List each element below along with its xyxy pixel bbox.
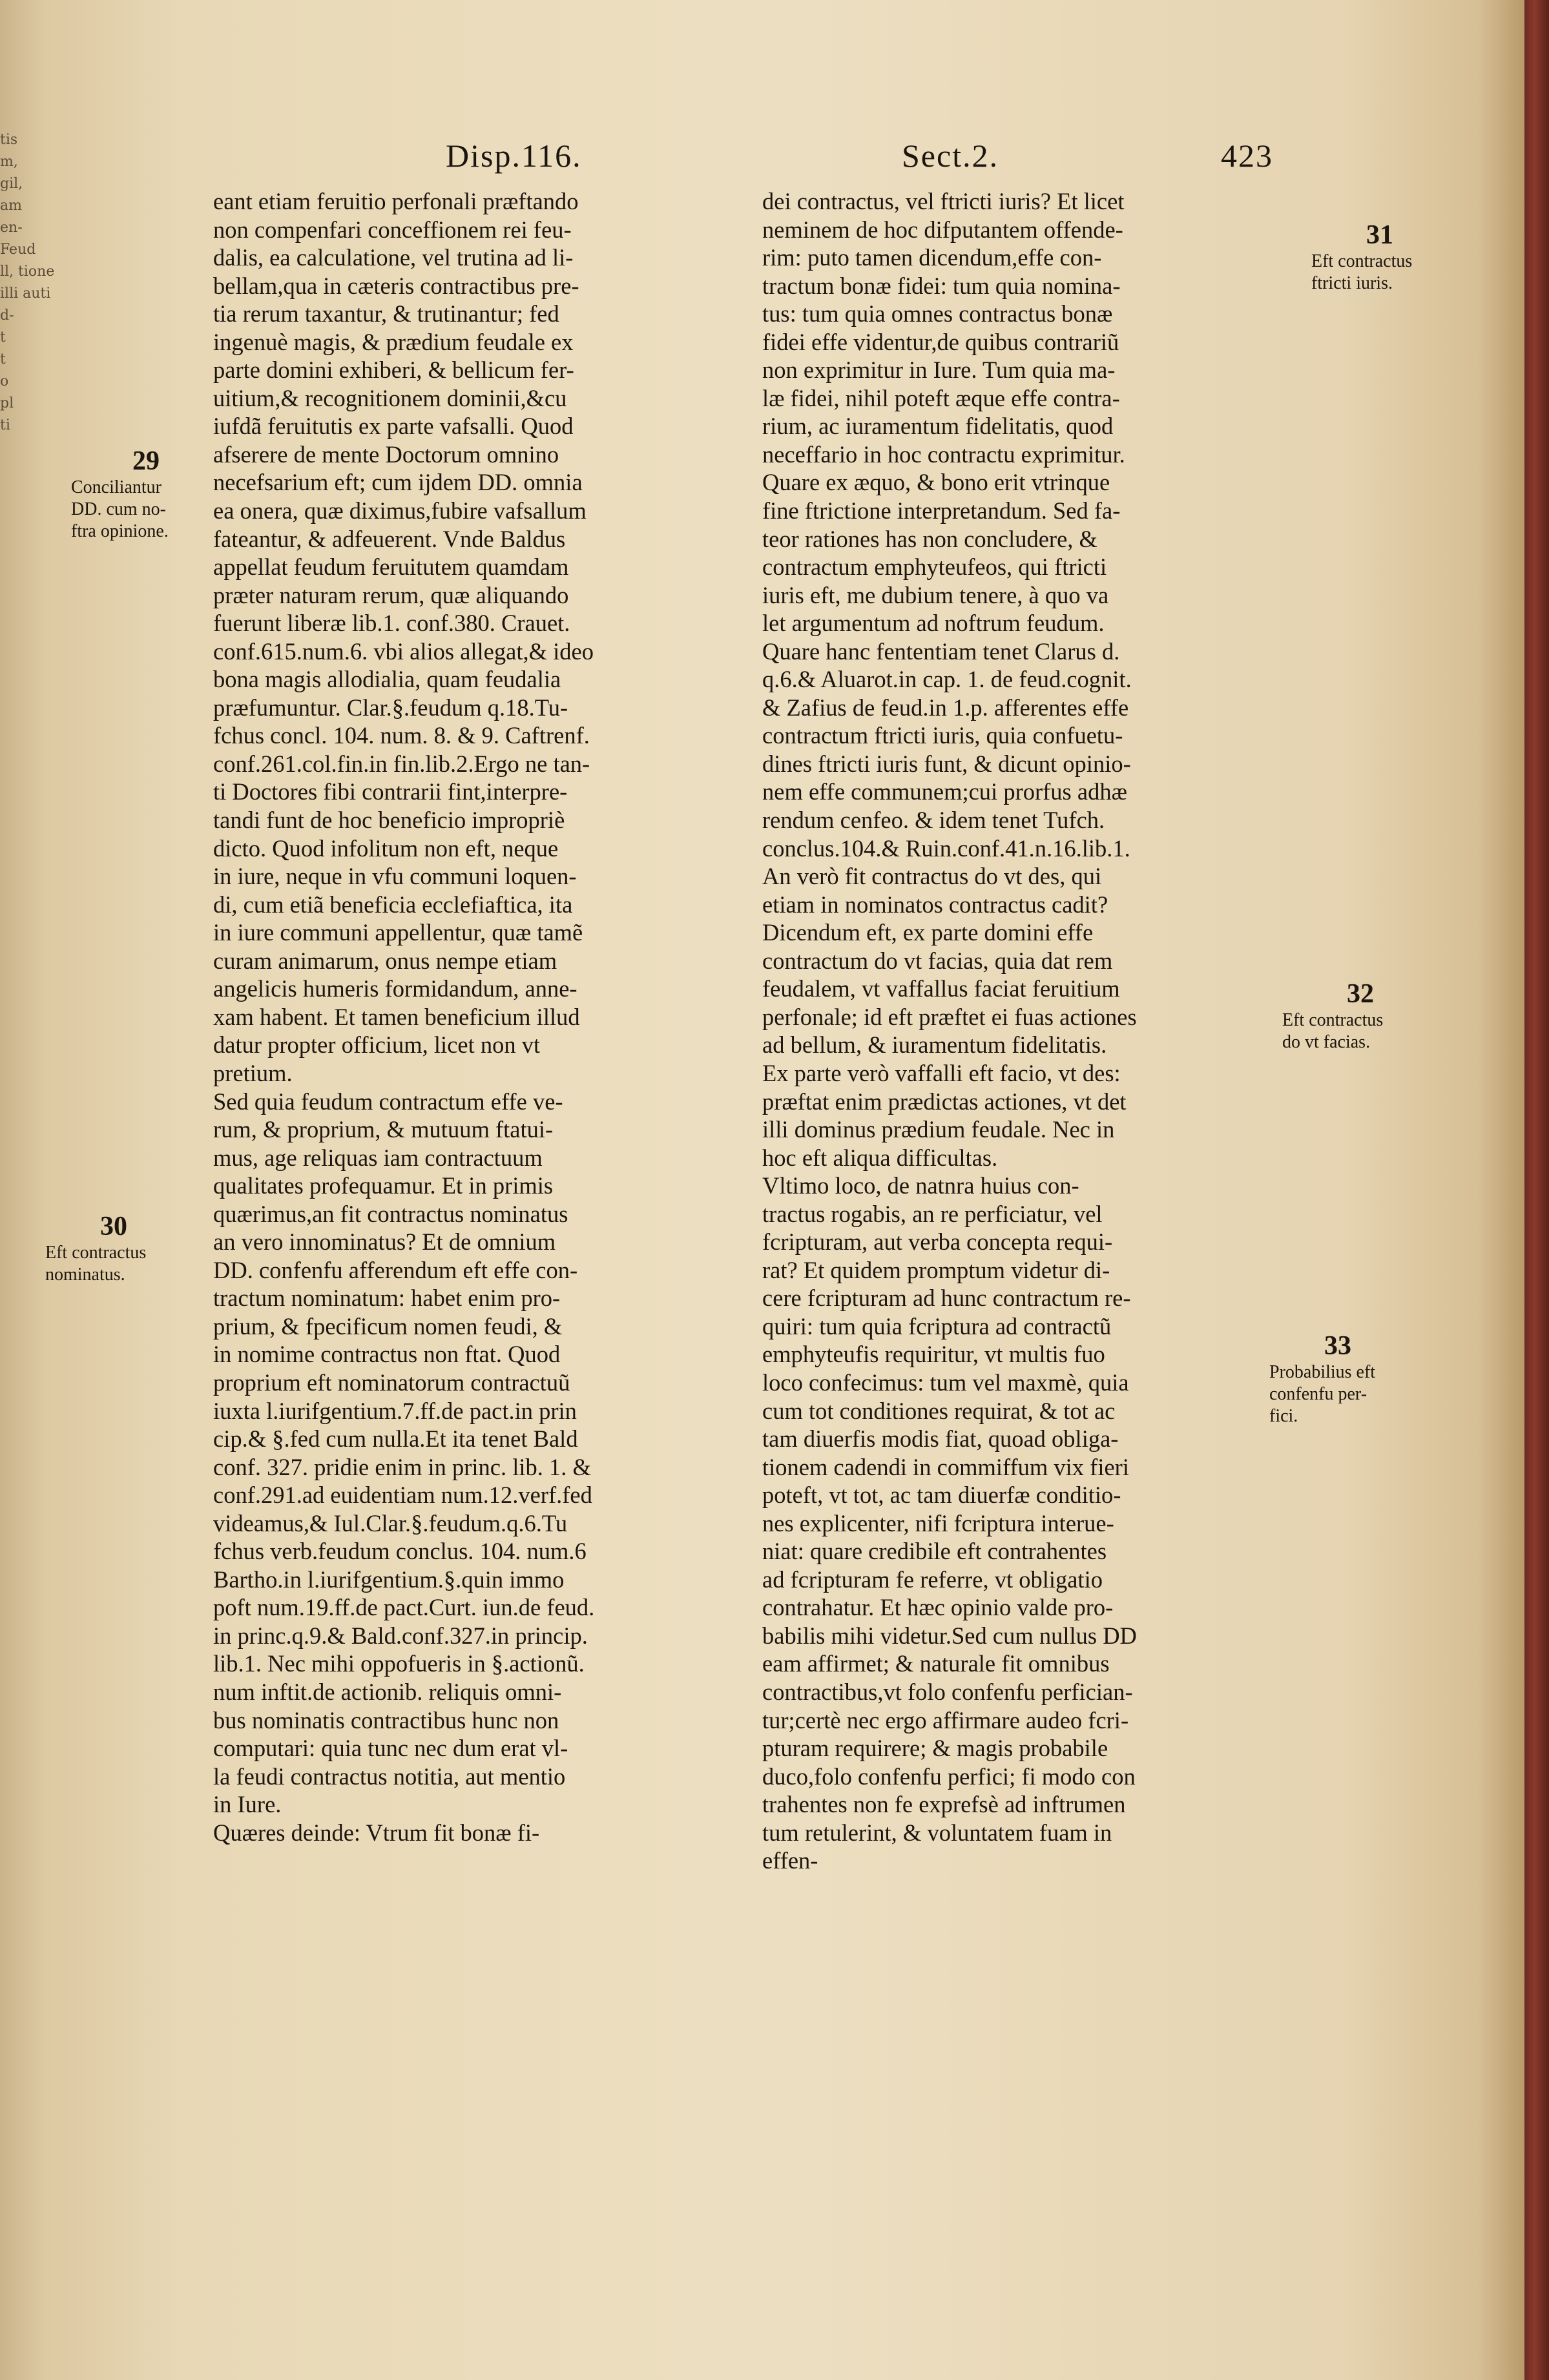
text-line: pturam requirere; & magis probabile (762, 1735, 1108, 1762)
text-line: etiam in nominatos contractus cadit? (762, 891, 1108, 918)
text-line: babilis mihi videtur.Sed cum nullus DD (762, 1622, 1137, 1649)
text-line: rium, ac iuramentum fidelitatis, quod (762, 413, 1114, 440)
bleed-fragment: o (0, 373, 9, 389)
text-line: Dicendum eft, ex parte domini effe (762, 919, 1094, 946)
text-line: illi dominus prædium feudale. Nec in (762, 1116, 1115, 1143)
text-line: fcripturam, aut verba concepta requi- (762, 1228, 1113, 1256)
text-line: tionem cadendi in commiffum vix fieri (762, 1453, 1129, 1480)
text-line: nes explicenter, nifi fcriptura interue- (762, 1509, 1114, 1537)
text-line: computari: quia tunc nec dum erat vl- (213, 1735, 568, 1762)
bleed-fragment: m, (0, 154, 18, 170)
text-line: ingenuè magis, & prædium feudale ex (213, 328, 574, 355)
text-line: & Zafius de feud.in 1.p. afferentes effe (762, 694, 1129, 721)
text-line: bona magis allodialia, quam feudalia (213, 666, 561, 693)
text-line: trahentes non fe exprefsè ad inftrumen (762, 1791, 1126, 1818)
text-line: DD. confenfu afferendum eft effe con- (213, 1256, 578, 1283)
margin-note-number: 29 (132, 446, 160, 476)
text-line: let argumentum ad noftrum feudum. (762, 610, 1105, 637)
text-line: in princ.q.9.& Bald.conf.327.in princip. (213, 1622, 588, 1649)
text-line: duco,folo confenfu perfici; fi modo con (762, 1763, 1136, 1790)
text-line: datur propter officium, licet non vt (213, 1031, 541, 1059)
text-line: tandi funt de hoc beneficio impropriè (213, 807, 565, 834)
text-line: appellat feudum feruitutem quamdam (213, 554, 569, 581)
margin-note-number: 33 (1324, 1331, 1351, 1361)
text-line: curam animarum, onus nempe etiam (213, 947, 557, 974)
text-line: nem effe communem;cui prorfus adhæ (762, 778, 1127, 805)
text-line: in Iure. (213, 1791, 282, 1818)
margin-note-33 (1269, 1330, 1463, 1427)
margin-note-text: Eft contractus nominatus. (45, 1243, 147, 1285)
text-line: uitium,& recognitionem dominii,&cu (213, 384, 567, 411)
text-line: non exprimitur in Iure. Tum quia ma- (762, 357, 1116, 384)
margin-note-number: 32 (1347, 979, 1374, 1009)
text-line: num inftit.de actionib. reliquis omni- (213, 1678, 562, 1705)
text-line: iuris eft, me dubium tenere, à quo va (762, 581, 1109, 608)
text-line: bus nominatis contractibus hunc non (213, 1706, 559, 1733)
book-edge (1524, 0, 1549, 2380)
text-line: tus: tum quia omnes contractus bonæ (762, 300, 1113, 327)
bleed-fragment: illi auti (0, 285, 51, 302)
text-line: videamus,& Iul.Clar.§.feudum.q.6.Tu (213, 1509, 568, 1537)
text-line: conf. 327. pridie enim in princ. lib. 1. & (213, 1453, 591, 1480)
text-line: xam habent. Et tamen beneficium illud (213, 1003, 580, 1030)
bleed-fragment: t (0, 329, 6, 346)
text-line: in nomime contractus non ftat. Quod (213, 1341, 561, 1368)
text-line: cip.& §.fed cum nulla.Et ita tenet Bald (213, 1425, 578, 1453)
text-line: lib.1. Nec mihi oppofueris in §.actionũ. (213, 1650, 585, 1677)
text-line: afserere de mente Doctorum omnino (213, 440, 559, 468)
page-number: 423 (1221, 138, 1273, 174)
text-line: tractus rogabis, an re perficiatur, vel (762, 1200, 1103, 1227)
text-line: emphyteufis requiritur, vt multis fuo (762, 1341, 1105, 1368)
margin-note-text: Eft contractus ftricti iuris. (1311, 251, 1413, 293)
text-line: conf.291.ad euidentiam num.12.verf.fed (213, 1482, 592, 1509)
text-line: conclus.104.& Ruin.conf.41.n.16.lib.1. (762, 834, 1130, 862)
text-line: in iure, neque in vfu communi loquen- (213, 863, 577, 890)
text-line: contractibus,vt folo confenfu perfician- (762, 1678, 1133, 1705)
text-line: teor rationes has non concludere, & (762, 525, 1097, 552)
text-line: læ fidei, nihil poteft æque effe contra- (762, 384, 1120, 411)
text-line: eam affirmet; & naturale fit omnibus (762, 1650, 1110, 1677)
text-line: la feudi contractus notitia, aut mentio (213, 1763, 566, 1790)
text-line: prium, & fpecificum nomen feudi, & (213, 1312, 563, 1340)
text-line: poft num.19.ff.de pact.Curt. iun.de feud. (213, 1594, 595, 1621)
bleed-fragment: en- (0, 220, 23, 236)
text-line: pretium. (213, 1059, 293, 1086)
running-head-section: Sect.2. (902, 138, 999, 174)
text-line: tum retulerint, & voluntatem fuam in (762, 1819, 1112, 1846)
text-line: fidei effe videntur,de quibus contrariũ (762, 328, 1119, 355)
bleed-fragment: ti (0, 417, 10, 433)
margin-note-number: 30 (100, 1212, 127, 1241)
text-line: contractum ftricti iuris, quia confuetu- (762, 722, 1123, 749)
text-line: q.6.& Aluarot.in cap. 1. de feud.cognit. (762, 666, 1132, 693)
text-line: præftat enim prædictas actiones, vt det (762, 1088, 1127, 1115)
text-line: rum, & proprium, & mutuum ftatui- (213, 1116, 554, 1143)
text-line: loco confecimus: tum vel maxmè, quia (762, 1369, 1129, 1396)
text-line: quærimus,an fit contractus nominatus (213, 1200, 568, 1227)
text-line: cum tot conditiones requirat, & tot ac (762, 1397, 1116, 1424)
text-line: Ex parte verò vaffalli eft facio, vt des: (762, 1059, 1121, 1086)
text-line: cere fcripturam ad hunc contractum re- (762, 1285, 1131, 1312)
text-line: qualitates profequamur. Et in primis (213, 1172, 554, 1199)
text-line: conf.261.col.fin.in fin.lib.2.Ergo ne tan- (213, 750, 590, 777)
text-line: Bartho.in l.iurifgentium.§.quin immo (213, 1566, 565, 1593)
text-line: rim: puto tamen dicendum,effe con- (762, 244, 1102, 271)
text-line: necefsarium eft; cum ijdem DD. omnia (213, 469, 583, 496)
text-line: Quæres deinde: Vtrum fit bonæ fi- (213, 1819, 540, 1846)
text-line: contrahatur. Et hæc opinio valde pro- (762, 1594, 1114, 1621)
bleed-fragment: d- (0, 307, 14, 324)
bleed-fragment: am (0, 198, 22, 214)
text-line: contractum do vt facias, quia dat rem (762, 947, 1113, 974)
bleed-fragment: tis (0, 132, 18, 148)
text-line: hoc eft aliqua difficultas. (762, 1144, 998, 1171)
bleed-fragment: t (0, 351, 6, 367)
text-line: eant etiam feruitio perfonali præftando (213, 188, 579, 214)
text-line: tur;certè nec ergo affirmare audeo fcri- (762, 1706, 1129, 1733)
text-line: rat? Et quidem promptum videtur di- (762, 1256, 1110, 1283)
bleed-fragment: pl (0, 395, 14, 411)
margin-note-29 (71, 446, 226, 543)
text-line: in iure communi appellentur, quæ tamẽ (213, 919, 583, 946)
text-line: non compenfari conceffionem rei feu- (213, 216, 572, 243)
text-line: neminem de hoc difputantem offende- (762, 216, 1123, 243)
margin-note-text: Conciliantur DD. cum no- ftra opinione. (71, 477, 169, 541)
text-line: tia rerum taxantur, & trutinantur; fed (213, 300, 559, 327)
text-line: iuxta l.iurifgentium.7.ff.de pact.in prin (213, 1397, 577, 1424)
text-line: iufdã feruitutis ex parte vafsalli. Quod (213, 413, 574, 440)
text-line: ad fcripturam fe referre, vt obligatio (762, 1566, 1103, 1593)
running-head-disputation: Disp.116. (446, 138, 582, 174)
text-line: bellam,qua in cæteris contractibus pre- (213, 272, 579, 299)
margin-note-32 (1282, 978, 1476, 1053)
text-line: parte domini exhiberi, & bellicum fer- (213, 357, 574, 384)
text-line: angelicis humeris formidandum, anne- (213, 975, 577, 1002)
text-line: conf.615.num.6. vbi alios allegat,& ideo (213, 637, 594, 665)
text-line: præter naturam rerum, quæ aliquando (213, 581, 569, 608)
text-line: feudalem, vt vaffallus faciat feruitium (762, 975, 1120, 1002)
text-line: fchus verb.feudum conclus. 104. num.6 (213, 1538, 587, 1565)
text-line: ea onera, quæ diximus,fubire vafsallum (213, 497, 587, 524)
text-line: fateantur, & adfeuerent. Vnde Baldus (213, 525, 566, 552)
text-line: quiri: tum quia fcriptura ad contractũ (762, 1312, 1112, 1340)
text-line: ad bellum, & iuramentum fidelitatis. (762, 1031, 1107, 1059)
text-line: tractum bonæ fidei: tum quia nomina- (762, 272, 1121, 299)
text-line: effen- (762, 1847, 818, 1874)
text-line: rendum cenfeo. & idem tenet Tufch. (762, 807, 1105, 834)
text-line: fchus concl. 104. num. 8. & 9. Caftrenf. (213, 722, 590, 749)
text-line: Quare hanc fententiam tenet Clarus d. (762, 637, 1120, 665)
text-line: Vltimo loco, de natnra huius con- (762, 1172, 1079, 1199)
margin-note-text: Eft contractus do vt facias. (1282, 1010, 1384, 1052)
text-line: fuerunt liberæ lib.1. conf.380. Crauet. (213, 610, 570, 637)
text-line: mus, age reliquas iam contractuum (213, 1144, 543, 1171)
text-line: Quare ex æquo, & bono erit vtrinque (762, 469, 1110, 496)
text-line: proprium eft nominatorum contractuũ (213, 1369, 570, 1396)
text-line: neceffario in hoc contractu exprimitur. (762, 440, 1125, 468)
text-line: An verò fit contractus do vt des, qui (762, 863, 1102, 890)
text-line: poteft, vt tot, ac tam diuerfæ conditio- (762, 1482, 1121, 1509)
previous-page-bleed (0, 129, 55, 1033)
bleed-fragment: gil, (0, 176, 23, 192)
text-line: di, cum etiã beneficia ecclefiaftica, ita (213, 891, 573, 918)
right-text-column (762, 187, 1298, 1875)
margin-note-30 (45, 1211, 213, 1286)
margin-note-number: 31 (1366, 220, 1393, 250)
text-line: fine ftrictione interpretandum. Sed fa- (762, 497, 1121, 524)
margin-note-text: Probabilius eft confenfu per- fici. (1269, 1362, 1376, 1426)
bleed-fragment: Feud (0, 242, 36, 258)
text-line: dei contractus, vel ftricti iuris? Et licet (762, 188, 1125, 214)
margin-note-31 (1311, 220, 1505, 295)
bleed-fragment: ll, tione (0, 264, 55, 280)
text-line: præfumuntur. Clar.§.feudum q.18.Tu- (213, 694, 568, 721)
text-line: dines ftricti iuris funt, & dicunt opinio- (762, 750, 1131, 777)
text-line: dicto. Quod infolitum non eft, neque (213, 834, 559, 862)
left-text-column (213, 187, 749, 1847)
text-line: dalis, ea calculatione, vel trutina ad li- (213, 244, 574, 271)
text-line: an vero innominatus? Et de omnium (213, 1228, 556, 1256)
text-line: tractum nominatum: habet enim pro- (213, 1285, 561, 1312)
text-line: niat: quare credibile eft contrahentes (762, 1538, 1107, 1565)
text-line: tam diuerfis modis fiat, quoad obliga- (762, 1425, 1119, 1453)
text-line: ti Doctores fibi contrarii fint,interpre- (213, 778, 568, 805)
text-line: contractum emphyteufeos, qui ftricti (762, 554, 1107, 581)
text-line: perfonale; id eft præftet ei fuas actiones (762, 1003, 1137, 1030)
text-line: Sed quia feudum contractum effe ve- (213, 1088, 563, 1115)
